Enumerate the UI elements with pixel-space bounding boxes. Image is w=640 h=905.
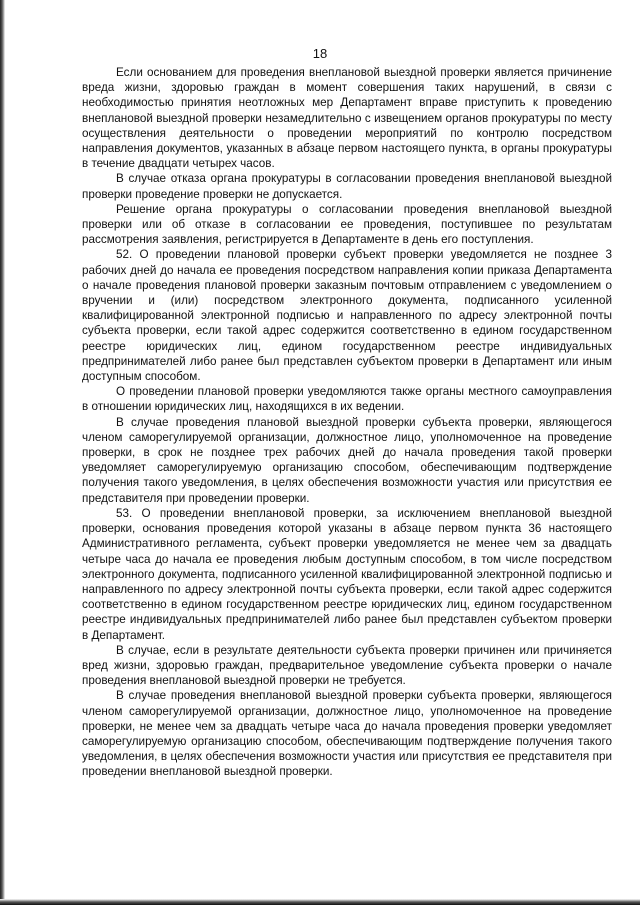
paragraph: 53. О проведении внеплановой проверки, за исключением внеплановой выездной проверки, основания проведения которой указаны в абзаце первом пункта 36 настоящего Административного регламента, субъект проверки уведомляется не менее чем за двадцать четыре часа до начала ее проведения любым доступным способом, в том числе посредством электронного документа, подписанного усиленной квалифицированной электронной подписью и направленного по адресу электронной почты субъекта проверки, если такой адрес содержится соответственно в едином государственном реестре юридических лиц, едином государственном реестре индивидуальных предпринимателей либо ранее был представлен субъектом проверки в Департамент. [82, 506, 612, 642]
paragraph: В случае, если в результате деятельности субъекта проверки причинен или причиняется вред жизни, здоровью граждан, предварительное уведомление субъекта проверки о начале проведения внеплановой выездной проверки не требуется. [82, 643, 612, 688]
page-number: 18 [312, 46, 328, 61]
scan-bottom-edge [0, 899, 640, 905]
paragraph: В случае проведения внеплановой выездной проверки субъекта проверки, являющегося членом саморегулируемой организации, должностное лицо, уполномоченное на проведение проверки, не менее чем за двадцать четыре часа до начала проведения проверки уведомляет саморегулируемую организацию способом, обеспечивающим подтверждение получения такого уведомления, в целях обеспечения возможности участия или присутствия ее представителя при проведении внеплановой выездной проверки. [82, 689, 612, 779]
paragraph: Решение органа прокуратуры о согласовании проведения внеплановой выездной проверки или об отказе в согласовании ее проведения, поступившее по результатам рассмотрения заявления, регистрируется в Департаменте в день его поступления. [82, 202, 612, 247]
document-body [82, 65, 612, 780]
paragraph: В случае проведения плановой выездной проверки субъекта проверки, являющегося членом саморегулируемой организации, должностное лицо, уполномоченное на проведение проверки, в срок не позднее трех рабочих дней до начала проведения такой проверки уведомляет саморегулируемую организацию способом, обеспечивающим подтверждение получения такого уведомления, в целях обеспечения возможности участия или присутствия ее представителя при проведении проверки. [82, 415, 612, 505]
paragraph: 52. О проведении плановой проверки субъект проверки уведомляется не позднее 3 рабочих дней до начала ее проведения посредством направления копии приказа Департамента о начале проведения плановой проверки заказным почтовым отправлением с уведомлением о вручении и (или) посредством электронного документа, подписанного усиленной квалифицированной электронной подписью и направленного по адресу электронной почты субъекта проверки, если такой адрес содержится соответственно в едином государственном реестре юридических лиц, едином государственном реестре индивидуальных предпринимателей либо ранее был представлен субъектом проверки в Департамент или иным доступным способом. [82, 248, 612, 384]
paragraph: Если основанием для проведения внеплановой выездной проверки является причинение вреда жизни, здоровью граждан в момент совершения таких нарушений, в связи с необходимостью принятия неотложных мер Департамент вправе приступить к проведению внеплановой выездной проверки незамедлительно с извещением органов прокуратуры по месту осуществления деятельности о проведении мероприятий по контролю посредством направления документов, указанных в абзаце первом настоящего пункта, в органы прокуратуры в течение двадцати четырех часов. [82, 66, 612, 171]
scan-left-edge [0, 0, 5, 905]
paragraph: В случае отказа органа прокуратуры в согласовании проведения внеплановой выездной проверки проведение проверки не допускается. [82, 172, 612, 201]
paragraph: О проведении плановой проверки уведомляются также органы местного самоуправления в отношении юридических лиц, находящихся в их ведении. [82, 385, 612, 414]
